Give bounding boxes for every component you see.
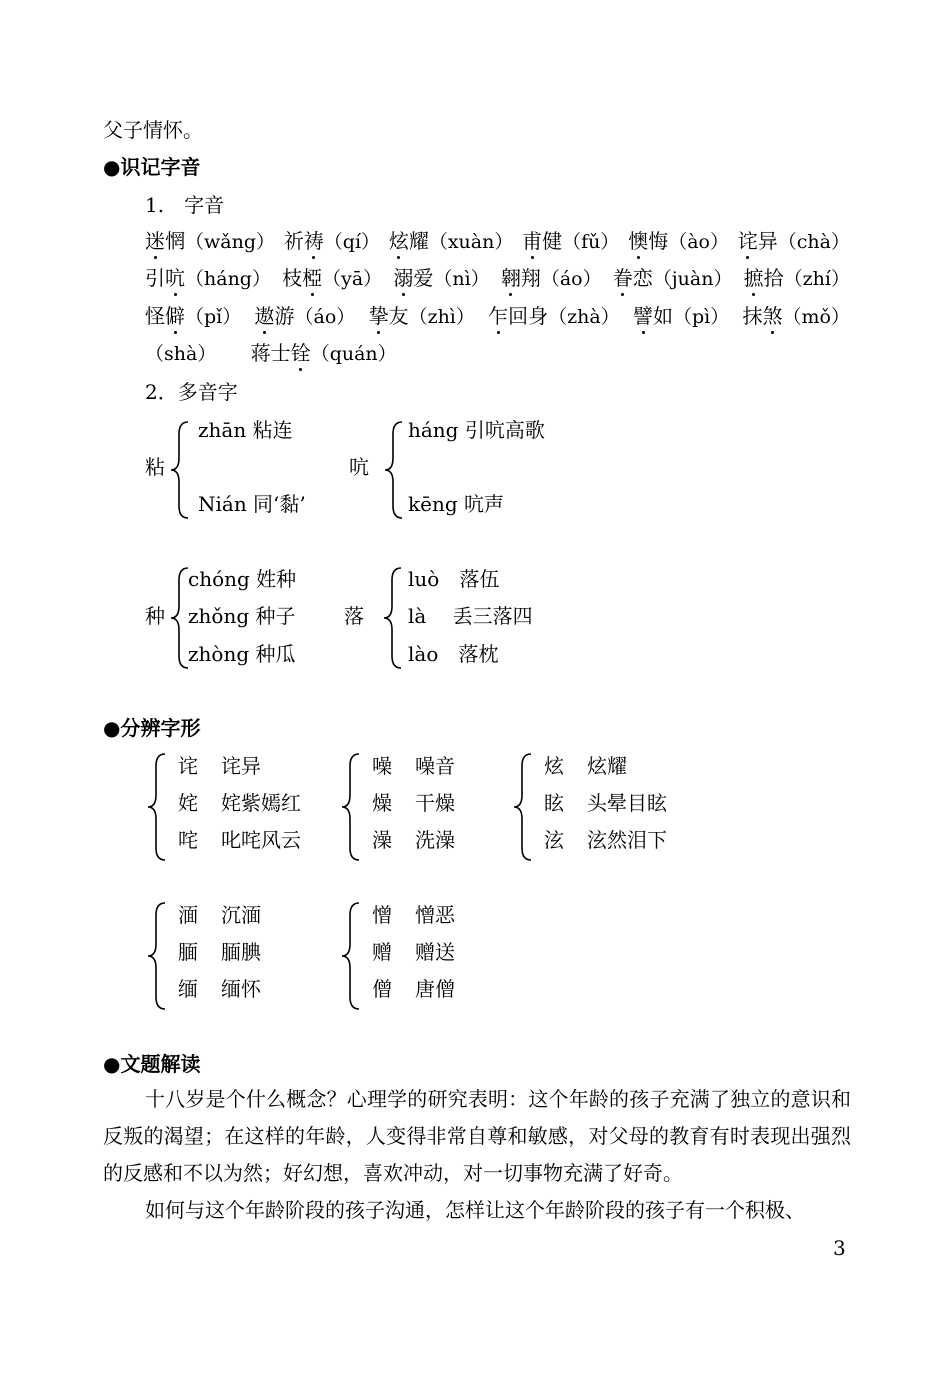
polyphonic-reading: luò 落伍: [408, 567, 500, 591]
polyphonic-reading: chóng 姓种: [188, 567, 297, 591]
dotted-char: 翱: [500, 266, 521, 290]
pronunciation-item: [744, 262, 850, 291]
pinyin: （pì）: [673, 306, 730, 328]
pronunciation-item: [628, 225, 729, 254]
pinyin: （quán）: [310, 343, 397, 365]
dotted-char: 僻: [165, 304, 185, 328]
brace-icon: [145, 901, 167, 1011]
dotted-char: 诧: [737, 229, 758, 253]
dotted-char: 摭: [743, 266, 764, 290]
polyphonic-reading: háng 引吭高歌: [408, 418, 545, 442]
dotted-char: 迷: [145, 229, 165, 253]
pronunciation-item: [145, 225, 275, 254]
pronunciation-item: [522, 225, 619, 254]
pronunciation-row: [145, 225, 850, 254]
pronunciation-item: [282, 262, 382, 291]
polyphonic-reading: Nián 同‘黏’: [198, 492, 306, 516]
word-part: 枝: [282, 266, 303, 290]
pinyin: （qí）: [323, 231, 381, 253]
dotted-char: 挚: [368, 304, 389, 328]
pronunciation-item: [145, 300, 241, 329]
section-heading-title: ●文题解读: [103, 1052, 201, 1076]
glyph-word: 缅怀: [221, 977, 261, 1001]
glyph-word: 洗澡: [415, 828, 455, 852]
pinyin: （xuàn）: [428, 231, 514, 253]
polyphonic-reading: là 丢三落四: [408, 604, 533, 628]
word-part: 健: [542, 229, 563, 253]
polyphonic-reading: zhòng 种瓜: [188, 642, 296, 666]
subheading-polyphonic: 2．多音字: [145, 380, 238, 404]
pronunciation-item: [633, 300, 729, 329]
polyphonic-reading: lào 落枕: [408, 642, 499, 666]
dotted-char: 遨: [254, 304, 275, 328]
polyphonic-char: 落: [344, 604, 364, 628]
glyph-char: 腼: [178, 940, 198, 964]
pinyin: （áo）: [540, 268, 602, 290]
glyph-word: 叱咤风云: [221, 828, 301, 852]
dotted-char: 椏: [302, 266, 323, 290]
glyph-word: 头晕目眩: [587, 791, 667, 815]
brace-icon: [168, 420, 190, 520]
glyph-word: 赠送: [415, 940, 455, 964]
pinyin: （fǔ）: [562, 231, 620, 253]
word-part: 友: [388, 304, 409, 328]
glyph-char: 泫: [544, 828, 564, 852]
word: 蒋士铨: [250, 341, 311, 365]
word-part: 抹: [742, 304, 763, 328]
word-part: 耀: [408, 229, 429, 253]
glyph-word: 憎恶: [415, 903, 455, 927]
pronunciation-row: [145, 262, 850, 291]
glyph-char: 赠: [372, 940, 392, 964]
intro-line: 父子情怀。: [103, 118, 203, 142]
pronunciation-continuation: [145, 337, 397, 366]
word-part: 惘: [165, 229, 185, 253]
pronunciation-item: [389, 225, 514, 254]
brace-icon: [511, 752, 533, 862]
word-part: 爱: [413, 266, 434, 290]
pinyin: （shà）: [145, 343, 217, 365]
dotted-char: 祷: [303, 229, 324, 253]
pronunciation-item: [369, 300, 475, 329]
brace-icon: [145, 752, 167, 862]
pinyin: （nì）: [433, 268, 490, 290]
brace-icon: [382, 420, 404, 520]
glyph-word: 噪音: [415, 754, 455, 778]
pronunciation-item: [255, 300, 356, 329]
pinyin: （zhí）: [783, 268, 850, 290]
pinyin: （ào）: [668, 231, 729, 253]
word-part: 悔: [648, 229, 669, 253]
brace-icon: [168, 566, 190, 670]
dotted-char: 铨: [290, 341, 311, 365]
pinyin: （mǒ）: [782, 306, 850, 328]
dotted-char: 溺: [393, 266, 414, 290]
pronunciation-item: [743, 300, 850, 329]
word-part: 回身: [508, 304, 549, 328]
pronunciation-row: [145, 300, 850, 329]
dotted-char: 甫: [522, 229, 543, 253]
page-number: 3: [833, 1236, 846, 1260]
subheading-pronunciation: 1. 字音: [145, 193, 225, 217]
dotted-char: 煞: [762, 304, 783, 328]
glyph-char: 澡: [372, 828, 392, 852]
glyph-char: 眩: [544, 791, 564, 815]
polyphonic-reading: zhān 粘连: [198, 418, 293, 442]
dotted-char: 乍: [488, 304, 509, 328]
polyphonic-char: 吭: [349, 455, 369, 479]
word-part: 祈: [283, 229, 304, 253]
glyph-char: 姹: [178, 791, 198, 815]
dotted-char: 譬: [633, 304, 653, 328]
dotted-char: 炫: [388, 229, 409, 253]
pronunciation-item: [145, 262, 271, 291]
glyph-char: 诧: [178, 754, 198, 778]
glyph-char: 噪: [372, 754, 392, 778]
glyph-char: 咤: [178, 828, 198, 852]
title-paragraph-2: 如何与这个年龄阶段的孩子沟通，怎样让这个年龄阶段的孩子有一个积极、: [145, 1198, 805, 1222]
word-part: 恋: [632, 266, 653, 290]
glyph-char: 缅: [178, 977, 198, 1001]
pronunciation-item: [284, 225, 380, 254]
dotted-char: 懊: [628, 229, 649, 253]
glyph-char: 燥: [372, 791, 392, 815]
pinyin: （háng）: [185, 268, 271, 290]
pinyin: （yā）: [322, 268, 383, 290]
glyph-word: 腼腆: [221, 940, 261, 964]
word-part: 游: [274, 304, 295, 328]
pinyin: （áo）: [294, 306, 356, 328]
section-heading-glyphs: ●分辨字形: [103, 716, 201, 740]
pronunciation-item: [393, 262, 489, 291]
title-paragraph-1: 十八岁是个什么概念？心理学的研究表明：这个年龄的孩子充满了独立的意识和反叛的渴望；在这样的年龄，人变得非常自尊和敏感，对父母的教育有时表现出强烈的反感和不以为然；好幻想，喜欢冲动，对一切事物充满了好奇。: [103, 1087, 851, 1185]
glyph-word: 干燥: [415, 791, 455, 815]
word-part: 引: [145, 266, 165, 290]
word-part: 拾: [763, 266, 784, 290]
word-part: 如: [653, 304, 673, 328]
word-part: 异: [757, 229, 778, 253]
word-part: 翔: [520, 266, 541, 290]
pinyin: （chà）: [777, 231, 850, 253]
pinyin: （juàn）: [652, 268, 733, 290]
glyph-char: 湎: [178, 903, 198, 927]
glyph-word: 沉湎: [221, 903, 261, 927]
pronunciation-item: [738, 225, 850, 254]
glyph-word: 姹紫嫣红: [221, 791, 301, 815]
pronunciation-item: [488, 300, 620, 329]
brace-icon: [381, 566, 403, 670]
section-heading-pronunciation: ●识记字音: [103, 155, 201, 179]
pinyin: （pǐ）: [185, 306, 242, 328]
polyphonic-char: 粘: [145, 455, 165, 479]
pronunciation-item: [501, 262, 602, 291]
glyph-word: 炫耀: [587, 754, 627, 778]
glyph-char: 憎: [372, 903, 392, 927]
pinyin: （wǎng）: [185, 231, 275, 253]
brace-icon: [339, 752, 361, 862]
pronunciation-item: [613, 262, 733, 291]
polyphonic-reading: kēng 吭声: [408, 492, 504, 516]
polyphonic-char: 种: [145, 604, 165, 628]
glyph-word: 唐僧: [415, 977, 455, 1001]
brace-icon: [339, 901, 361, 1011]
word-part: 怪: [145, 304, 165, 328]
glyph-word: 诧异: [221, 754, 261, 778]
polyphonic-reading: zhǒng 种子: [188, 604, 296, 628]
pinyin: （zhì）: [408, 306, 475, 328]
glyph-char: 炫: [544, 754, 564, 778]
glyph-word: 泫然泪下: [587, 828, 667, 852]
pinyin: （zhà）: [548, 306, 620, 328]
glyph-char: 僧: [372, 977, 392, 1001]
dotted-char: 眷: [612, 266, 633, 290]
dotted-char: 吭: [165, 266, 185, 290]
